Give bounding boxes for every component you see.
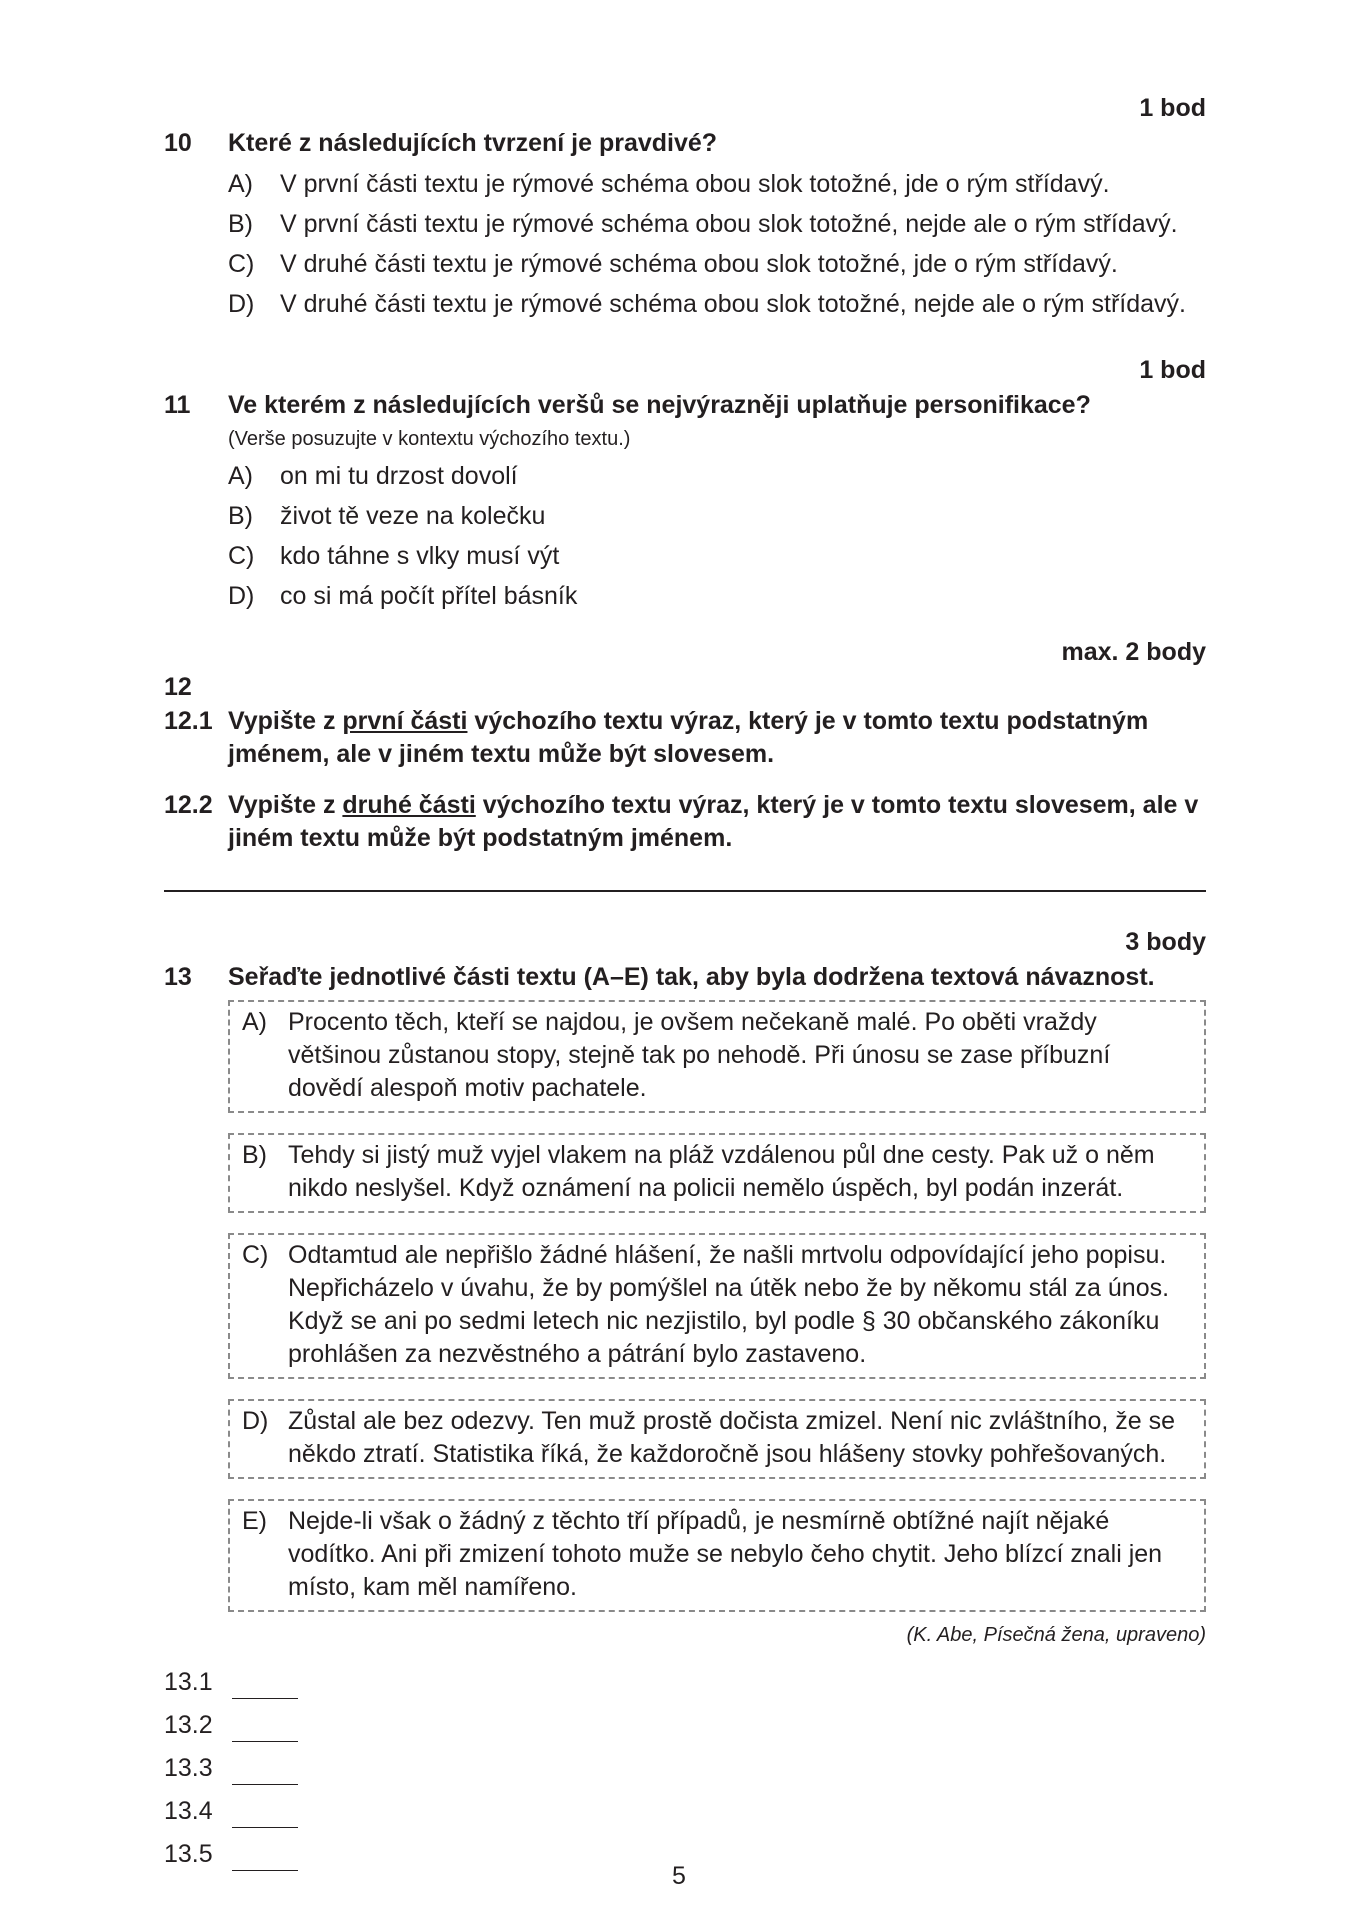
q12-points: max. 2 body (1061, 638, 1206, 666)
part-text: Nejde-li však o žádný z těchto tří případů, je nesmírně obtížné najít nějaké vodítko. Ani při zmizení tohoto muže se nebylo čeho chytit. Jeho blízcí znali jen místo, kam měl namířeno. (288, 1507, 1163, 1601)
option-letter: A) (228, 462, 253, 491)
part-letter: C) (242, 1241, 269, 1269)
q12-sub2-underlined: druhé části (342, 791, 476, 819)
q12-sub2-text (228, 789, 1206, 855)
q11-points: 1 bod (1139, 356, 1206, 384)
q12-sub1-number: 12.1 (164, 707, 213, 735)
q13-source: (K. Abe, Písečná žena, upraveno) (906, 1624, 1206, 1646)
q12-sub2-number: 12.2 (164, 791, 213, 819)
part-text: Zůstal ale bez odezvy. Ten muž prostě dočista zmizel. Není nic zvláštního, že se někdo ztratí. Statistika říká, že každoročně jsou hlášeny stovky pohřešovaných. (288, 1407, 1175, 1468)
q11-header (164, 389, 1206, 422)
option-letter: B) (228, 502, 253, 531)
question-13 (164, 926, 1206, 1871)
option-text: on mi tu drzost dovolí (280, 462, 518, 491)
q13-header (164, 961, 1206, 994)
question-12 (164, 636, 1206, 855)
q10-option-c[interactable] (228, 248, 1206, 288)
part-letter: B) (242, 1141, 267, 1169)
option-letter: A) (228, 170, 253, 198)
option-letter: B) (228, 210, 253, 238)
answer-line-13-1[interactable] (164, 1656, 1206, 1699)
q12-number: 12 (164, 673, 192, 701)
answer-blank[interactable] (232, 1719, 298, 1742)
q12-header (164, 671, 1206, 704)
q10-option-a[interactable] (228, 168, 1206, 208)
answer-number: 13.5 (164, 1840, 213, 1869)
option-text: život tě veze na kolečku (280, 502, 546, 531)
q10-header (164, 127, 1206, 160)
option-letter: C) (228, 250, 255, 278)
q13-part-c (228, 1233, 1206, 1379)
q10-text: Které z následujících tvrzení je pravdivé? (228, 129, 718, 157)
q11-options (228, 460, 1206, 620)
q12-sub1-text-before: Vypište z (228, 707, 343, 735)
option-text: kdo táhne s vlky musí výt (280, 542, 560, 571)
q12-sub1 (164, 705, 1206, 771)
part-text: Odtamtud ale nepřišlo žádné hlášení, že našli mrtvolu odpovídající jeho popisu. Nepřicházelo v úvahu, že by pomýšlel na útěk nebo že by někomu stál za únos. Když se ani po sedmi letech nic nezjistilo, byl podle § 30 občanského zákoníku prohlášen za nezvěstného a pátrání bylo zastaveno. (288, 1241, 1170, 1368)
part-letter: D) (242, 1407, 269, 1435)
q11-option-b[interactable] (228, 500, 1206, 540)
answer-line-13-4[interactable] (164, 1785, 1206, 1828)
answer-line-13-2[interactable] (164, 1699, 1206, 1742)
q13-part-e (228, 1499, 1206, 1612)
option-text: V druhé části textu je rýmové schéma obou slok totožné, nejde ale o rým střídavý. (280, 290, 1186, 318)
page-number: 5 (672, 1862, 686, 1890)
option-letter: D) (228, 290, 255, 318)
q12-sub2-text-before: Vypište z (228, 791, 343, 819)
question-10 (164, 92, 1206, 328)
q12-sub2 (164, 789, 1206, 855)
q13-part-a (228, 1000, 1206, 1113)
q11-text: Ve kterém z následujících veršů se nejvýrazněji uplatňuje personifikace? (228, 391, 1091, 419)
answer-blank[interactable] (232, 1762, 298, 1785)
q10-number: 10 (164, 129, 192, 157)
q12-sub1-text (228, 705, 1206, 771)
part-text: Procento těch, kteří se najdou, je ovšem nečekaně malé. Po oběti vraždy většinou zůstanou stopy, stejně tak po nehodě. Při únosu se zase příbuzní dovědí alespoň motiv pachatele. (288, 1008, 1111, 1102)
q12-sub1-underlined: první části (342, 707, 468, 735)
answer-blank[interactable] (232, 1676, 298, 1699)
option-letter: C) (228, 542, 255, 571)
answer-blank[interactable] (232, 1805, 298, 1828)
q10-options (228, 168, 1206, 328)
q13-text: Seřaďte jednotlivé části textu (A–E) tak, aby byla dodržena textová návaznost. (228, 963, 1155, 991)
option-text: co si má počít přítel básník (280, 582, 578, 611)
answer-number: 13.3 (164, 1754, 213, 1783)
section-divider (164, 890, 1206, 892)
q12-sub2-text-after: výchozího textu výraz, který je v tomto textu slovesem, ale v jiném textu může být podstatným jménem. (228, 791, 1199, 852)
q11-option-c[interactable] (228, 540, 1206, 580)
q13-points: 3 body (1125, 928, 1206, 956)
q11-option-a[interactable] (228, 460, 1206, 500)
part-letter: E) (242, 1507, 267, 1535)
option-letter: D) (228, 582, 255, 611)
part-letter: A) (242, 1008, 267, 1036)
q11-note: (Verše posuzujte v kontextu výchozího textu.) (228, 428, 631, 450)
answer-number: 13.1 (164, 1668, 213, 1697)
answer-number: 13.2 (164, 1711, 213, 1740)
option-text: V první části textu je rýmové schéma obou slok totožné, jde o rým střídavý. (280, 170, 1110, 198)
q10-option-d[interactable] (228, 288, 1206, 328)
q10-points: 1 bod (1139, 94, 1206, 122)
option-text: V první části textu je rýmové schéma obou slok totožné, nejde ale o rým střídavý. (280, 210, 1178, 238)
q13-number: 13 (164, 963, 192, 991)
option-text: V druhé části textu je rýmové schéma obou slok totožné, jde o rým střídavý. (280, 250, 1118, 278)
q11-option-d[interactable] (228, 580, 1206, 620)
answer-line-13-3[interactable] (164, 1742, 1206, 1785)
q10-option-b[interactable] (228, 208, 1206, 248)
q13-part-d (228, 1399, 1206, 1479)
part-text: Tehdy si jistý muž vyjel vlakem na pláž vzdálenou půl dne cesty. Pak už o něm nikdo neslyšel. Když oznámení na policii nemělo úspěch, byl podán inzerát. (288, 1141, 1155, 1202)
q12-sub1-text-after: výchozího textu výraz, který je v tomto textu podstatným jménem, ale v jiném textu může být slovesem. (228, 707, 1149, 768)
q13-answers (164, 1656, 1206, 1871)
q11-number: 11 (164, 391, 191, 419)
question-11 (164, 354, 1206, 620)
answer-number: 13.4 (164, 1797, 213, 1826)
q13-part-b (228, 1133, 1206, 1213)
